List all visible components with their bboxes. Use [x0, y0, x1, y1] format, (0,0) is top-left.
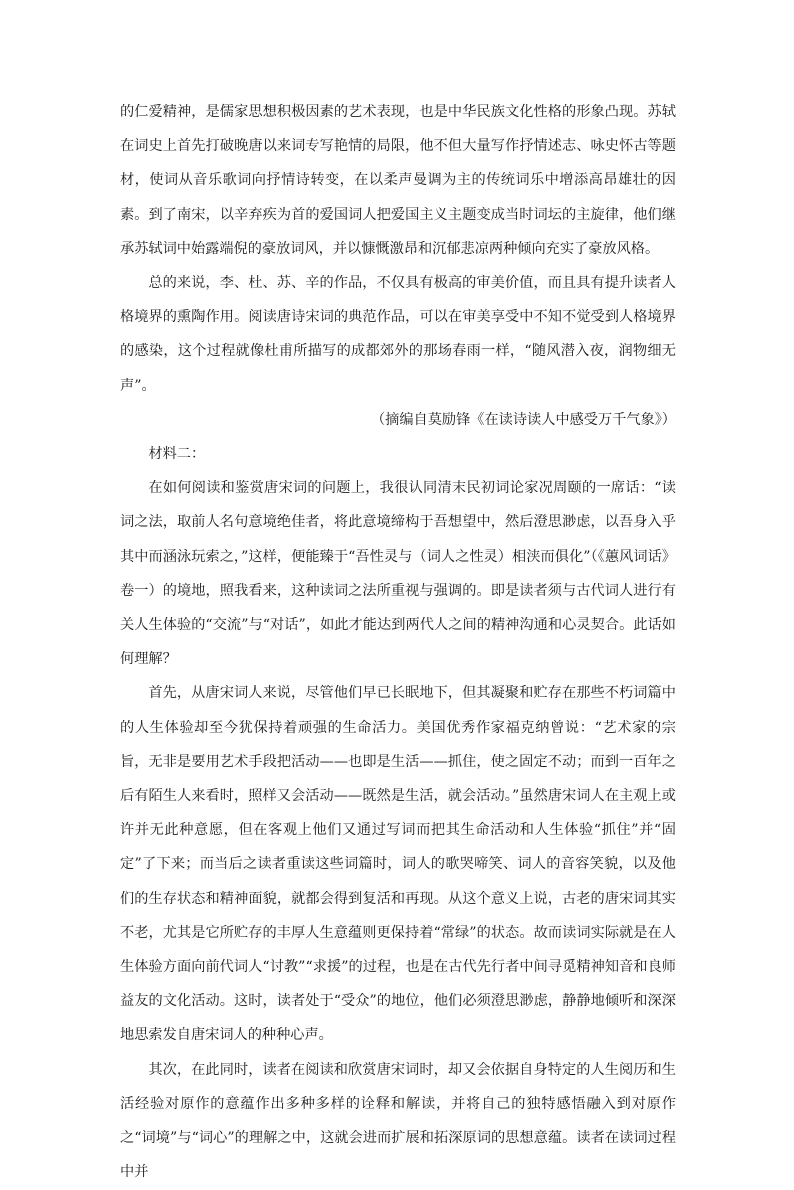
paragraph-continuation: 的仁爱精神，是儒家思想积极因素的艺术表现，也是中华民族文化性格的形象凸现。苏轼在词史上首先打破晚唐以来词专写艳情的局限，他不但大量写作抒情述志、咏史怀古等题材，使词从音乐歌词向抒情诗转变，在以柔声曼调为主的传统词乐中增添高昂雄壮的因素。到了南宋，以辛弃疾为首的爱国词人把爱国主义主题变成当时词坛的主旋律，他们继承苏轼词中始露端倪的豪放词风，并以慷慨激昂和沉郁悲凉两种倾向充实了豪放风格。: [120, 104, 676, 257]
paragraph-reading-method: 在如何阅读和鉴赏唐宋词的问题上，我很认同清末民初词论家况周颐的一席话：“读词之法，取前人名句意境绝佳者，将此意境缔构于吾想望中，然后澄思渺虑，以吾身入乎其中而涵泳玩索之，”这样，便能臻于“吾性灵与（词人之性灵）相浃而俱化”（《蕙风词话》卷一）的境地，照我看来，这种读词之法所重视与强调的。即是读者须与古代词人进行有关人生体验的“交流”与“对话”，如此才能达到两代人之间的精神沟通和心灵契合。此话如何理解？: [120, 480, 676, 668]
paragraph-first-point: 首先，从唐宋词人来说，尽管他们早已长眠地下，但其凝聚和贮存在那些不朽词篇中的人生体验却至今犹保持着顽强的生命活力。美国优秀作家福克纳曾说：“艺术家的宗旨，无非是要用艺术手段把活动——也即是生活——抓住，使之固定不动；而到一百年之后有陌生人来看时，照样又会活动——既然是生活，就会活动。”虽然唐宋词人在主观上或许并无此种意愿，但在客观上他们又通过写词而把其生命活动和人生体验“抓住”并“固定”了下来；而当后之读者重读这些词篇时，词人的歌哭啼笑、词人的音容笑貌，以及他们的生存状态和精神面貌，就都会得到复活和再现。从这个意义上说，古老的唐宋词其实不老，尤其是它所贮存的丰厚人生意蕴则更保持着“常绿”的状态。故而读词实际就是在人生体验方面向前代词人“讨教”“求援”的过程，也是在古代先行者中间寻觅精神知音和良师益友的文化活动。这时，读者处于“受众”的地位，他们必须澄思渺虑，静静地倾听和深深地思索发自唐宋词人的种种心声。: [120, 685, 676, 1044]
paragraph-second-point: 其次，在此同时，读者在阅读和欣赏唐宋词时，却又会依据自身特定的人生阅历和生活经验对原作的意蕴作出多种多样的诠释和解读，并将自己的独特感悟融入到对原作之“词境”与“词心”的理解之中，这就会进而扩展和拓深原词的思想意蕴。读者在读词过程中并: [120, 1061, 676, 1181]
document-page: [120, 95, 676, 1190]
source-citation: （摘编自莫励锋《在读诗读人中感受万千气象》）: [370, 411, 676, 428]
material-heading: 材料二：: [148, 446, 206, 463]
paragraph-summary: 总的来说，李、杜、苏、辛的作品，不仅具有极高的审美价值，而且具有提升读者人格境界的熏陶作用。阅读唐诗宋词的典范作品，可以在审美享受中不知不觉受到人格境界的感染，这个过程就像杜甫所描写的成都郊外的那场春雨一样，“随风潜入夜，润物细无声”。: [120, 275, 676, 394]
